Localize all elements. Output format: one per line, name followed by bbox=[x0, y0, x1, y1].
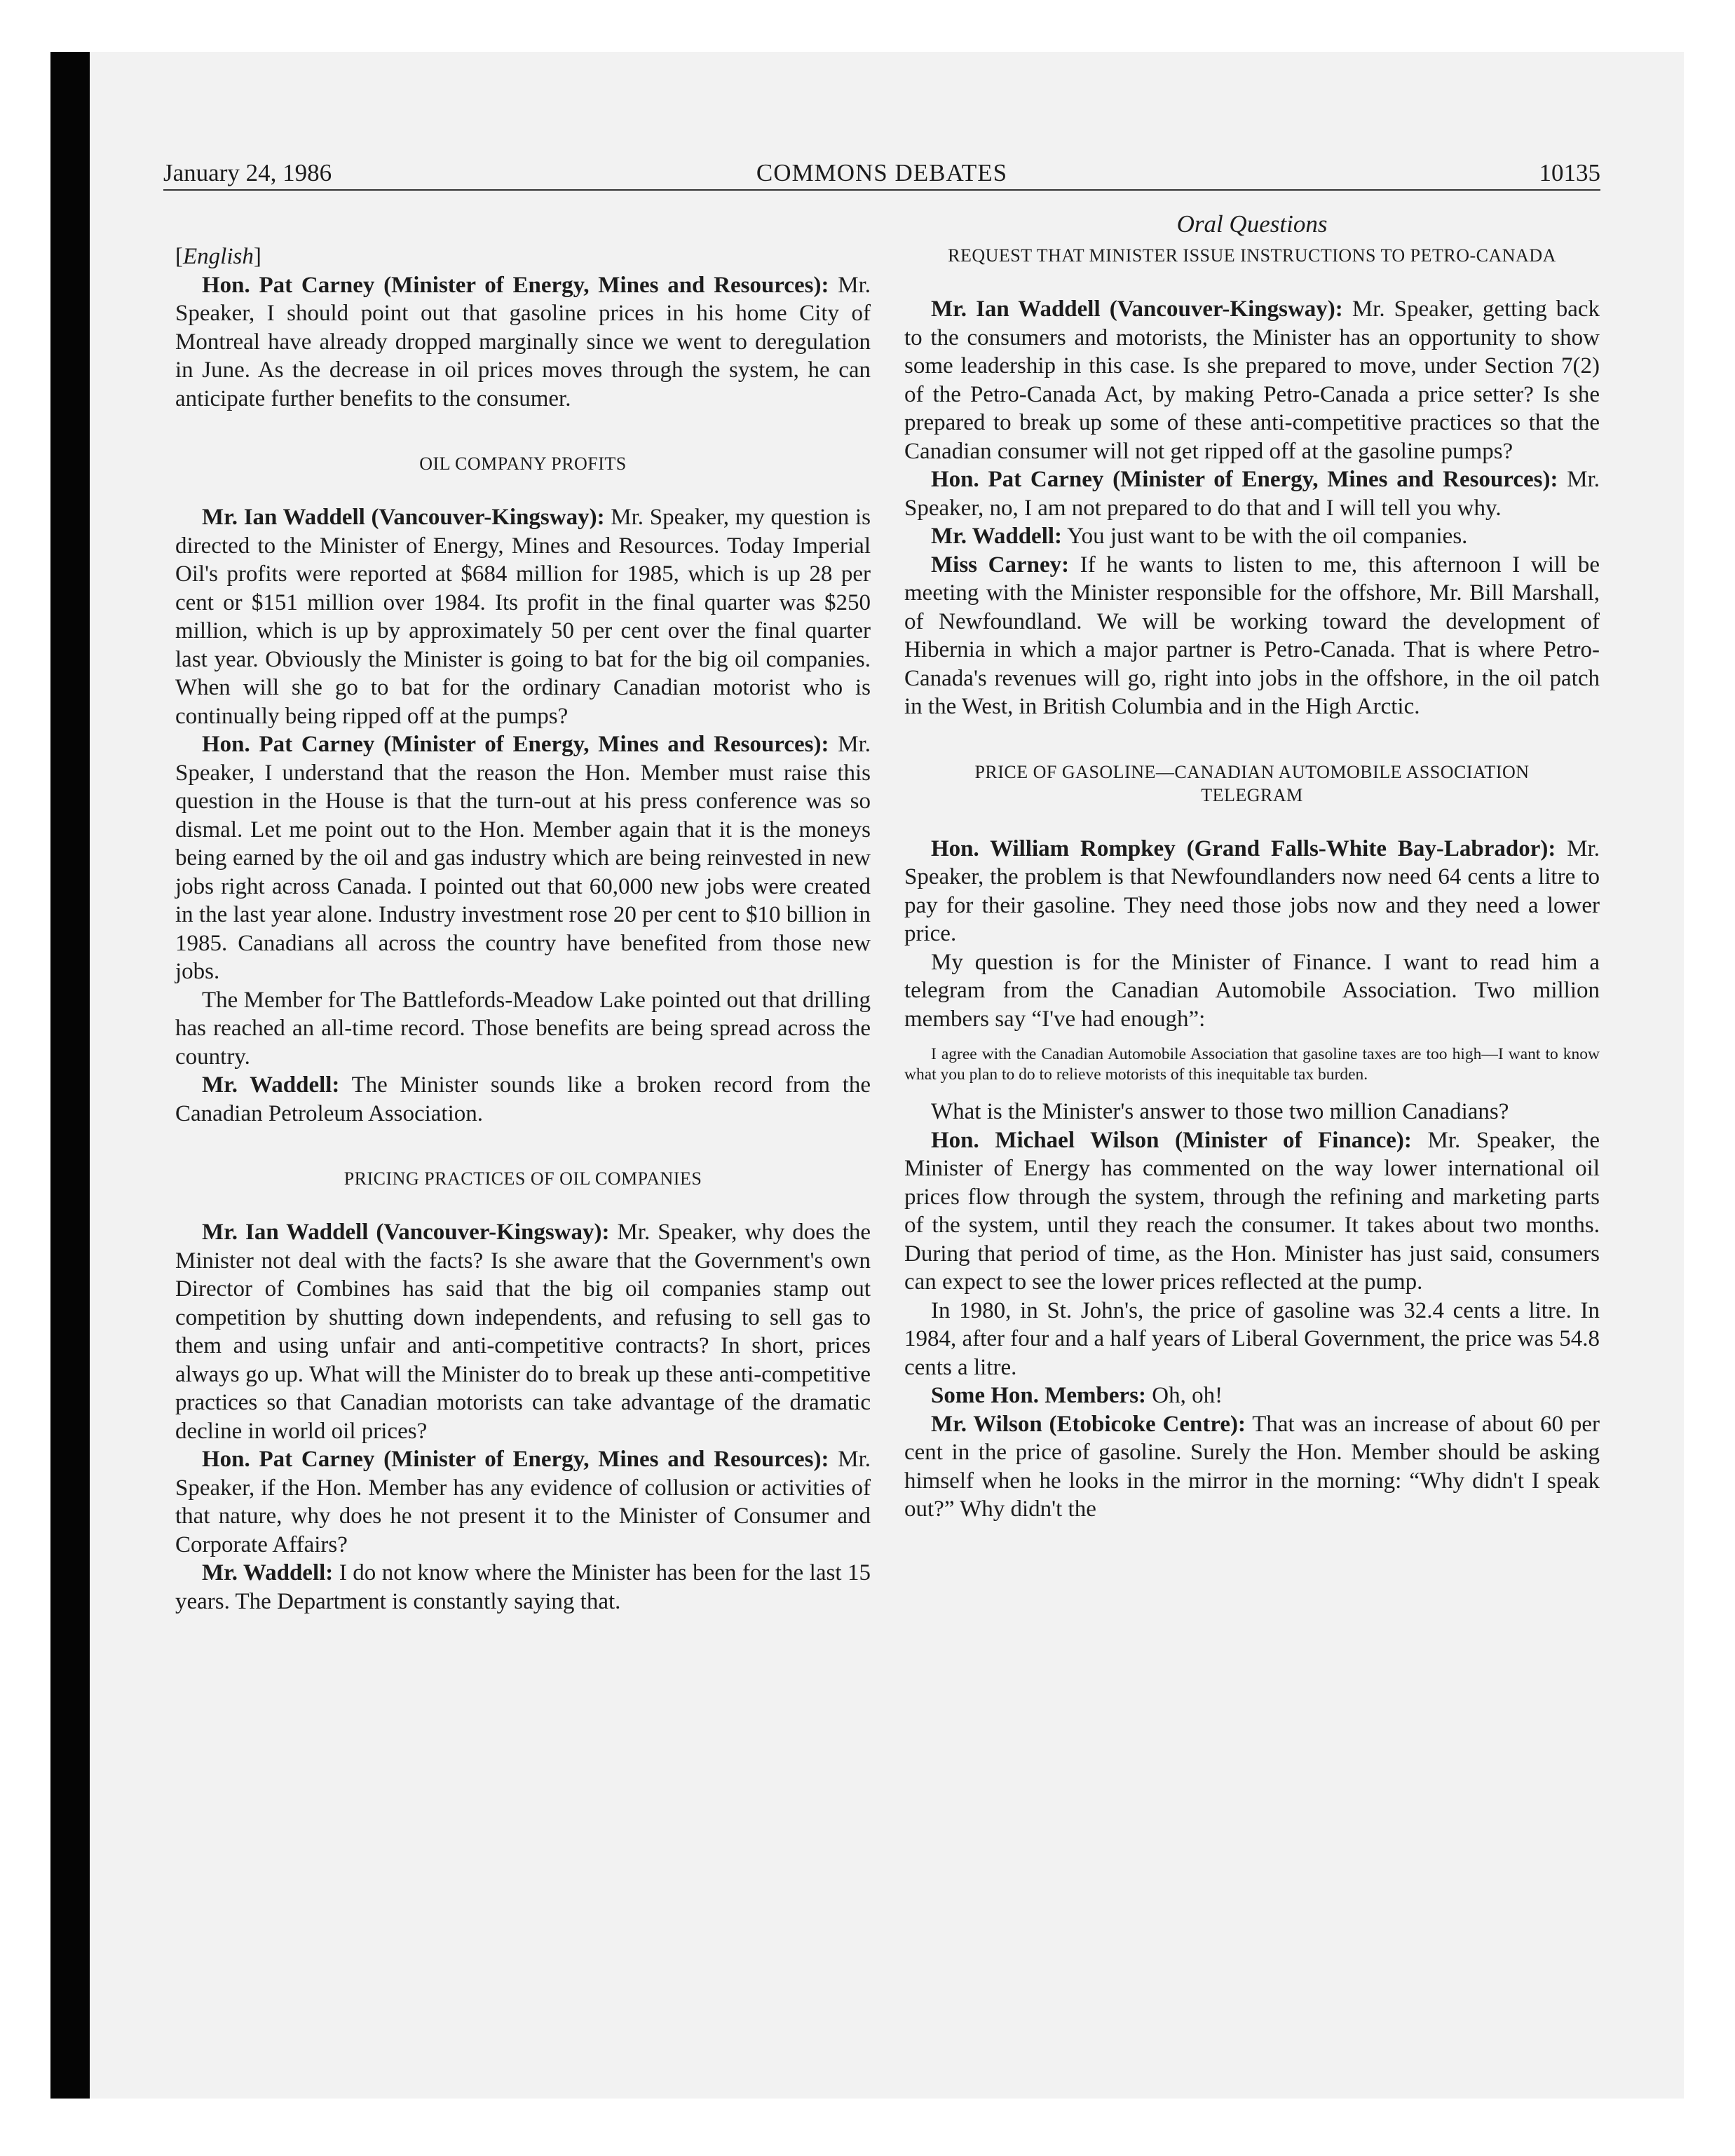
speech-text: Mr. Speaker, my question is directed to the Minister of Energy, Mines and Resources. Today Imperial Oil's profits were reported at $684 million for 1985, which is up 28 per cent or $151 million over 1984. Its profit in the final quarter was $250 million, which is up by approximately 50 per cent over the final quarter last year. Obviously the Minister is going to bat for the big oil companies. When will she go to bat for the ordinary Canadian motorist who is continually being ripped off at the pumps? bbox=[175, 505, 871, 729]
header-title: COMMONS DEBATES bbox=[756, 159, 1008, 186]
speaker-name: Hon. Pat Carney (Minister of Energy, Mines and Resources): bbox=[202, 732, 829, 757]
speech-text: Mr. Speaker, the Minister of Energy has commented on the way lower international oil prices flow through the system, through the refining and marketing parts of the system, until they reach the consumer. It takes about two months. During that period of time, as the Hon. Minister has just said, consumers can expect to see the lower prices reflected at the pump. bbox=[904, 1127, 1600, 1295]
speaker-name: Mr. Ian Waddell (Vancouver-Kingsway): bbox=[931, 296, 1343, 322]
speaker-name: Hon. William Rompkey (Grand Falls-White Bay-Labrador): bbox=[931, 835, 1556, 861]
speech-text: Mr. Speaker, getting back to the consumers and motorists, the Minister has an opportunity to show some leadership in this case. Is she prepared to move, under Section 7(2) of the Petro-Canada Act, by making Petro-Canada a price setter? Is she prepared to break up some of these anti-competitive practices so that the Canadian consumer will not get ripped off at the gasoline pumps? bbox=[904, 296, 1600, 464]
binding-shadow bbox=[50, 52, 90, 2099]
section-heading-price-of-gasoline: PRICE OF GASOLINE—CANADIAN AUTOMOBILE ASSOCIATION TELEGRAM bbox=[974, 761, 1530, 805]
speech-rompkey-1 bbox=[904, 835, 1600, 948]
speech-carney-5 bbox=[904, 551, 1600, 721]
speech-text: Mr. Speaker, if the Hon. Member has any evidence of collusion or activities of that nature, why does he not present it to the Minister of Consumer and Corporate Affairs? bbox=[175, 1447, 871, 1557]
header-date: January 24, 1986 bbox=[163, 159, 332, 186]
speech-text: You just want to be with the oil companies. bbox=[1067, 524, 1468, 549]
telegram-quote: I agree with the Canadian Automobile Association that gasoline taxes are too high—I want to know what you plan to do to relieve motorists of this inequitable tax burden. bbox=[904, 1045, 1600, 1084]
speaker-name: Hon. Pat Carney (Minister of Energy, Mines and Resources): bbox=[931, 467, 1558, 492]
speaker-name: Mr. Waddell: bbox=[931, 524, 1063, 549]
speech-text: Mr. Speaker, I should point out that gasoline prices in his home City of Montreal have already dropped marginally since we went to deregulation in June. As the decrease in oil prices moves through the system, he can anticipate further benefits to the consumer. bbox=[175, 272, 871, 411]
speech-waddell-5 bbox=[904, 295, 1600, 465]
speech-text: I do not know where the Minister has been for the last 15 years. The Department is constantly saying that. bbox=[175, 1560, 871, 1614]
speaker-name: Some Hon. Members: bbox=[931, 1383, 1147, 1408]
language-tag: [English] bbox=[175, 244, 261, 269]
page-number: 10135 bbox=[1539, 159, 1600, 186]
speaker-name: Mr. Ian Waddell (Vancouver-Kingsway): bbox=[202, 1220, 610, 1245]
speaker-name: Hon. Pat Carney (Minister of Energy, Mines and Resources): bbox=[202, 1447, 829, 1472]
speech-carney-4 bbox=[904, 465, 1600, 522]
speech-carney-2 bbox=[175, 730, 871, 986]
speech-wilson-1 bbox=[904, 1126, 1600, 1297]
speech-wilson-1-continued: In 1980, in St. John's, the price of gasoline was 32.4 cents a litre. In 1984, after four and a half years of Liberal Government, the price was 54.8 cents a litre. bbox=[904, 1297, 1600, 1380]
rubric-oral-questions: Oral Questions bbox=[1176, 210, 1328, 238]
speech-text: That was an increase of about 60 per cent in the price of gasoline. Surely the Hon. Member should be asking himself when he looks in the mirror in the morning: “Why didn't I speak out?” Why didn't the bbox=[904, 1411, 1600, 1522]
right-column bbox=[904, 210, 1600, 1524]
running-header bbox=[163, 157, 1600, 191]
speaker-name: Mr. Waddell: bbox=[202, 1560, 334, 1585]
speaker-name: Hon. Michael Wilson (Minister of Finance): bbox=[931, 1127, 1412, 1153]
speech-carney-3 bbox=[175, 1445, 871, 1559]
speaker-name: Mr. Ian Waddell (Vancouver-Kingsway): bbox=[202, 505, 605, 530]
speech-rompkey-1-question: What is the Minister's answer to those two million Canadians? bbox=[931, 1099, 1509, 1124]
left-column bbox=[175, 210, 871, 1616]
speech-text: Mr. Speaker, I understand that the reason the Hon. Member must raise this question in the House is that the turn-out at his press conference was so dismal. Let me point out to the Hon. Member again that it is the moneys being earned by the oil and gas industry which are being reinvested in new jobs right across Canada. I pointed out that 60,000 new jobs were created in the last year alone. Industry investment rose 20 per cent to $10 billion in 1985. Canadians all across the country have benefited from those new jobs. bbox=[175, 732, 871, 984]
speech-rompkey-1-continued: My question is for the Minister of Finance. I want to read him a telegram from the Canadian Automobile Association. Two million members say “I've had enough”: bbox=[904, 949, 1600, 1032]
speech-text: Mr. Speaker, no, I am not prepared to do that and I will tell you why. bbox=[904, 467, 1600, 521]
speech-text: Mr. Speaker, the problem is that Newfoundlanders now need 64 cents a litre to pay for their gasoline. They need those jobs now and they need a lower price. bbox=[904, 835, 1600, 946]
speech-carney-2-continued: The Member for The Battlefords-Meadow Lake pointed out that drilling has reached an all-time record. Those benefits are being spread across the country. bbox=[175, 987, 871, 1070]
speech-wilson-2 bbox=[904, 1410, 1600, 1524]
speech-text: If he wants to listen to me, this afternoon I will be meeting with the Minister responsible for the offshore, Mr. Bill Marshall, of Newfoundland. We will be working toward the development of Hibernia in which a major partner is Petro-Canada. That is where Petro-Canada's revenues will go, right into jobs in the offshore, in the oil patch in the West, in British Columbia and in the High Arctic. bbox=[904, 552, 1600, 719]
speech-waddell-6 bbox=[904, 522, 1600, 551]
speech-text: The Minister sounds like a broken record from the Canadian Petroleum Association. bbox=[175, 1072, 871, 1126]
speech-text: Oh, oh! bbox=[1152, 1383, 1223, 1408]
speech-waddell-3 bbox=[175, 1218, 871, 1445]
speech-waddell-1 bbox=[175, 503, 871, 730]
speech-text: Mr. Speaker, why does the Minister not deal with the facts? Is she aware that the Government's own Director of Combines has said that the big oil companies stamp out competition by shutting down independents, and refusing to sell gas to them and using unfair and anti-competitive contracts? In short, prices always go up. What will the Minister do to break up these anti-competitive practices so that Canadian motorists can take advantage of the dramatic decline in world oil prices? bbox=[175, 1220, 871, 1444]
speech-waddell-4 bbox=[175, 1559, 871, 1616]
speech-waddell-2 bbox=[175, 1071, 871, 1128]
speaker-name: Mr. Wilson (Etobicoke Centre): bbox=[931, 1411, 1246, 1437]
speaker-name: Mr. Waddell: bbox=[202, 1072, 340, 1098]
speech-carney-1 bbox=[175, 271, 871, 414]
speech-members-interjection bbox=[904, 1381, 1600, 1410]
speaker-name: Miss Carney: bbox=[931, 552, 1070, 578]
section-heading-pricing-practices: PRICING PRACTICES OF OIL COMPANIES bbox=[343, 1168, 702, 1189]
section-heading-oil-company-profits: OIL COMPANY PROFITS bbox=[419, 453, 627, 474]
section-heading-petro-canada-instructions: REQUEST THAT MINISTER ISSUE INSTRUCTIONS TO PETRO-CANADA bbox=[948, 245, 1556, 266]
speaker-name: Hon. Pat Carney (Minister of Energy, Mines and Resources): bbox=[202, 272, 829, 298]
